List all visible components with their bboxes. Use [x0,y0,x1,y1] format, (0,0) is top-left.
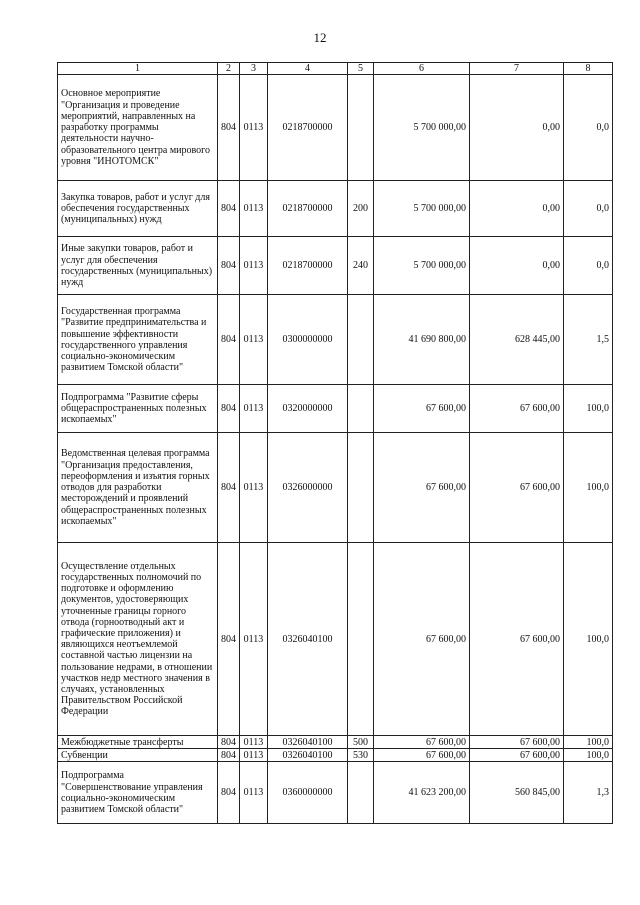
row-vr: 200 [348,181,374,237]
page-number: 12 [313,30,327,45]
row-ved: 804 [218,762,240,824]
row-vr: 240 [348,237,374,295]
header-cell-5: 5 [348,63,374,75]
header-cell-6: 6 [374,63,470,75]
row-plan: 41 623 200,00 [374,762,470,824]
row-pct: 1,3 [564,762,613,824]
row-fact: 0,00 [470,75,564,181]
row-pct: 100,0 [564,736,613,749]
row-csr: 0300000000 [268,295,348,385]
row-fact: 628 445,00 [470,295,564,385]
row-fact: 67 600,00 [470,736,564,749]
row-rzpr: 0113 [240,543,268,736]
table-row [58,75,613,181]
row-name: Осуществление отдельных государственных полномочий по подготовке и оформлению документов, удостоверяющих уточненные границы горного отвода (горноотводный акт и графические приложения) и являющихся неотъемлемой составной частью лицензии на пользование недрами, в отношении участков недр местного значения в случаях, установленных Правительством Российской Федерации [58,543,218,736]
budget-table [57,62,613,824]
row-fact: 0,00 [470,181,564,237]
row-rzpr: 0113 [240,736,268,749]
table-row [58,433,613,543]
row-plan: 5 700 000,00 [374,75,470,181]
row-pct: 0,0 [564,237,613,295]
row-pct: 100,0 [564,749,613,762]
row-fact: 67 600,00 [470,543,564,736]
row-ved: 804 [218,749,240,762]
row-plan: 67 600,00 [374,736,470,749]
row-ved: 804 [218,295,240,385]
row-plan: 67 600,00 [374,433,470,543]
header-cell-4: 4 [268,63,348,75]
row-plan: 67 600,00 [374,543,470,736]
row-csr: 0218700000 [268,181,348,237]
table-row [58,237,613,295]
row-name: Подпрограмма "Совершенствование управления социально-экономическим развитием Томской области" [58,762,218,824]
row-rzpr: 0113 [240,181,268,237]
row-fact: 67 600,00 [470,385,564,433]
row-fact: 560 845,00 [470,762,564,824]
row-pct: 0,0 [564,181,613,237]
table-row [58,543,613,736]
row-ved: 804 [218,433,240,543]
header-cell-1: 1 [58,63,218,75]
row-name: Закупка товаров, работ и услуг для обеспечения государственных (муниципальных) нужд [58,181,218,237]
row-vr [348,762,374,824]
row-rzpr: 0113 [240,295,268,385]
table-row [58,749,613,762]
row-ved: 804 [218,237,240,295]
header-cell-2: 2 [218,63,240,75]
row-ved: 804 [218,181,240,237]
row-pct: 100,0 [564,433,613,543]
row-csr: 0326000000 [268,433,348,543]
header-cell-7: 7 [470,63,564,75]
row-rzpr: 0113 [240,433,268,543]
row-vr [348,295,374,385]
row-rzpr: 0113 [240,385,268,433]
row-plan: 67 600,00 [374,385,470,433]
table-row [58,736,613,749]
row-csr: 0326040100 [268,749,348,762]
row-vr [348,75,374,181]
row-csr: 0326040100 [268,543,348,736]
row-csr: 0218700000 [268,237,348,295]
header-row [58,63,613,75]
row-csr: 0326040100 [268,736,348,749]
row-fact: 67 600,00 [470,433,564,543]
row-vr: 500 [348,736,374,749]
row-vr: 530 [348,749,374,762]
row-rzpr: 0113 [240,75,268,181]
row-name: Субвенции [58,749,218,762]
row-plan: 41 690 800,00 [374,295,470,385]
row-rzpr: 0113 [240,762,268,824]
row-ved: 804 [218,736,240,749]
row-rzpr: 0113 [240,749,268,762]
row-ved: 804 [218,385,240,433]
row-pct: 0,0 [564,75,613,181]
row-vr [348,543,374,736]
row-pct: 100,0 [564,543,613,736]
row-name: Основное мероприятие "Организация и проведение мероприятий, направленных на разработку программы деятельности научно-образовательного центра мирового уровня "ИНОТОМСК" [58,75,218,181]
row-csr: 0320000000 [268,385,348,433]
header-cell-8: 8 [564,63,613,75]
table-row [58,295,613,385]
row-plan: 67 600,00 [374,749,470,762]
table-row [58,181,613,237]
table-row [58,762,613,824]
row-ved: 804 [218,543,240,736]
row-plan: 5 700 000,00 [374,181,470,237]
row-csr: 0218700000 [268,75,348,181]
header-cell-3: 3 [240,63,268,75]
row-pct: 100,0 [564,385,613,433]
row-fact: 0,00 [470,237,564,295]
row-pct: 1,5 [564,295,613,385]
row-name: Подпрограмма "Развитие сферы общераспространенных полезных ископаемых" [58,385,218,433]
row-name: Государственная программа "Развитие предпринимательства и повышение эффективности государственного управления социально-экономическим развитием Томской области" [58,295,218,385]
row-vr [348,385,374,433]
row-plan: 5 700 000,00 [374,237,470,295]
row-ved: 804 [218,75,240,181]
row-rzpr: 0113 [240,237,268,295]
row-vr [348,433,374,543]
row-csr: 0360000000 [268,762,348,824]
row-fact: 67 600,00 [470,749,564,762]
row-name: Межбюджетные трансферты [58,736,218,749]
row-name: Ведомственная целевая программа "Организация предоставления, переоформления и изъятия горных отводов для разработки месторождений и проявлений общераспространенных полезных ископаемых" [58,433,218,543]
table-row [58,385,613,433]
row-name: Иные закупки товаров, работ и услуг для обеспечения государственных (муниципальных) нужд [58,237,218,295]
